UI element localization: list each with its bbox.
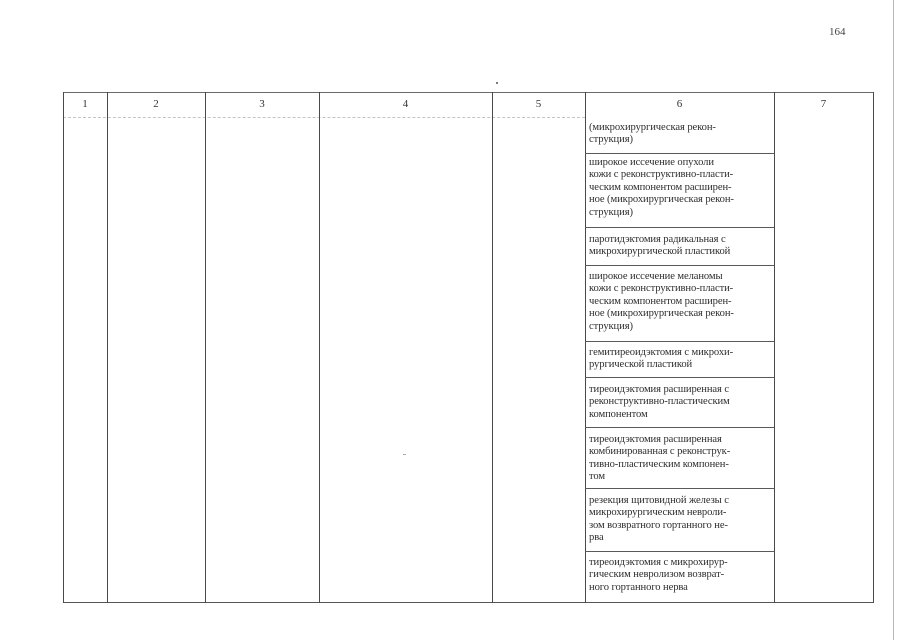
column-border (873, 92, 874, 603)
procedure-line: тивно-пластическим компонен- (589, 458, 729, 470)
procedure-line: кожи с реконструктивно-пласти- (589, 169, 734, 181)
column-header-2: 2 (153, 98, 159, 110)
procedure-line: струкция) (589, 206, 633, 218)
row-separator (585, 153, 774, 154)
procedure-line: гическим невролизом возврат- (589, 569, 725, 581)
row-separator (585, 265, 774, 266)
procedure-line: микрохирургическим невроли- (589, 507, 727, 519)
row-separator (585, 551, 774, 552)
procedure-line: (микрохирургическая рекон- (589, 122, 716, 133)
page-edge (893, 0, 894, 640)
procedure-line: струкция) (589, 134, 633, 146)
procedure-cell (586, 434, 772, 484)
procedure-cell (586, 347, 772, 372)
row-separator (585, 377, 774, 378)
column-border (107, 92, 108, 603)
table-top-border (63, 92, 874, 93)
procedure-line: широкое иссечение меланомы (589, 271, 723, 282)
column-border (205, 92, 206, 603)
procedure-line: зом возвратного гортанного не- (589, 519, 728, 531)
column-header-6: 6 (676, 98, 683, 110)
procedure-line: паротидэктомия радикальная с (589, 234, 726, 245)
procedure-line: широкое иссечение опухоли (589, 157, 714, 168)
column-header-1: 1 (82, 98, 88, 110)
procedure-line: реконструктивно-пластическим (589, 396, 730, 408)
column-border (492, 92, 493, 603)
scan-speck (496, 82, 498, 84)
procedure-line: гемитиреоидэктомия с микрохи- (589, 347, 734, 358)
header-underline (63, 117, 585, 118)
row-separator (585, 227, 774, 228)
column-header-5: 5 (535, 98, 542, 110)
procedure-cell (586, 157, 772, 219)
procedure-cell (586, 384, 772, 421)
procedure-line: рургической пластикой (589, 359, 693, 371)
column-border (774, 92, 775, 603)
procedure-line: рва (589, 532, 604, 544)
page-number: 164 (829, 26, 846, 38)
column-border (63, 92, 64, 603)
scan-speck (403, 454, 406, 455)
procedure-line: ного гортанного нерва (589, 581, 688, 593)
procedure-line: том (589, 471, 605, 483)
procedure-line: ческим компонентом расширен- (589, 181, 732, 193)
procedure-line: тиреоидэктомия расширенная с (589, 384, 729, 395)
row-separator (585, 488, 774, 489)
procedure-cell (586, 122, 772, 147)
column-border (319, 92, 320, 603)
column-header-7: 7 (820, 98, 827, 110)
procedure-line: ное (микрохирургическая рекон- (589, 194, 734, 206)
procedure-cell (586, 495, 772, 545)
column-header-3: 3 (259, 98, 265, 110)
row-separator (585, 341, 774, 342)
procedure-line: микрохирургической пластикой (589, 246, 731, 258)
procedure-cell (586, 234, 772, 259)
procedure-line: тиреоидэктомия расширенная (589, 434, 722, 445)
procedure-line: компонентом (589, 408, 648, 420)
procedure-line: резекция щитовидной железы с (589, 495, 729, 506)
column-header-4: 4 (402, 98, 409, 110)
procedure-line: ное (микрохирургическая рекон- (589, 308, 734, 320)
procedure-line: кожи с реконструктивно-пласти- (589, 283, 734, 295)
procedure-line: ческим компонентом расширен- (589, 295, 732, 307)
procedure-cell (586, 557, 772, 594)
table-bottom-border (63, 602, 874, 603)
procedure-line: тиреоидэктомия с микрохирур- (589, 557, 728, 568)
row-separator (585, 427, 774, 428)
procedure-line: струкция) (589, 320, 633, 332)
procedure-line: комбинированная с реконструк- (589, 446, 731, 458)
procedure-cell (586, 271, 772, 333)
